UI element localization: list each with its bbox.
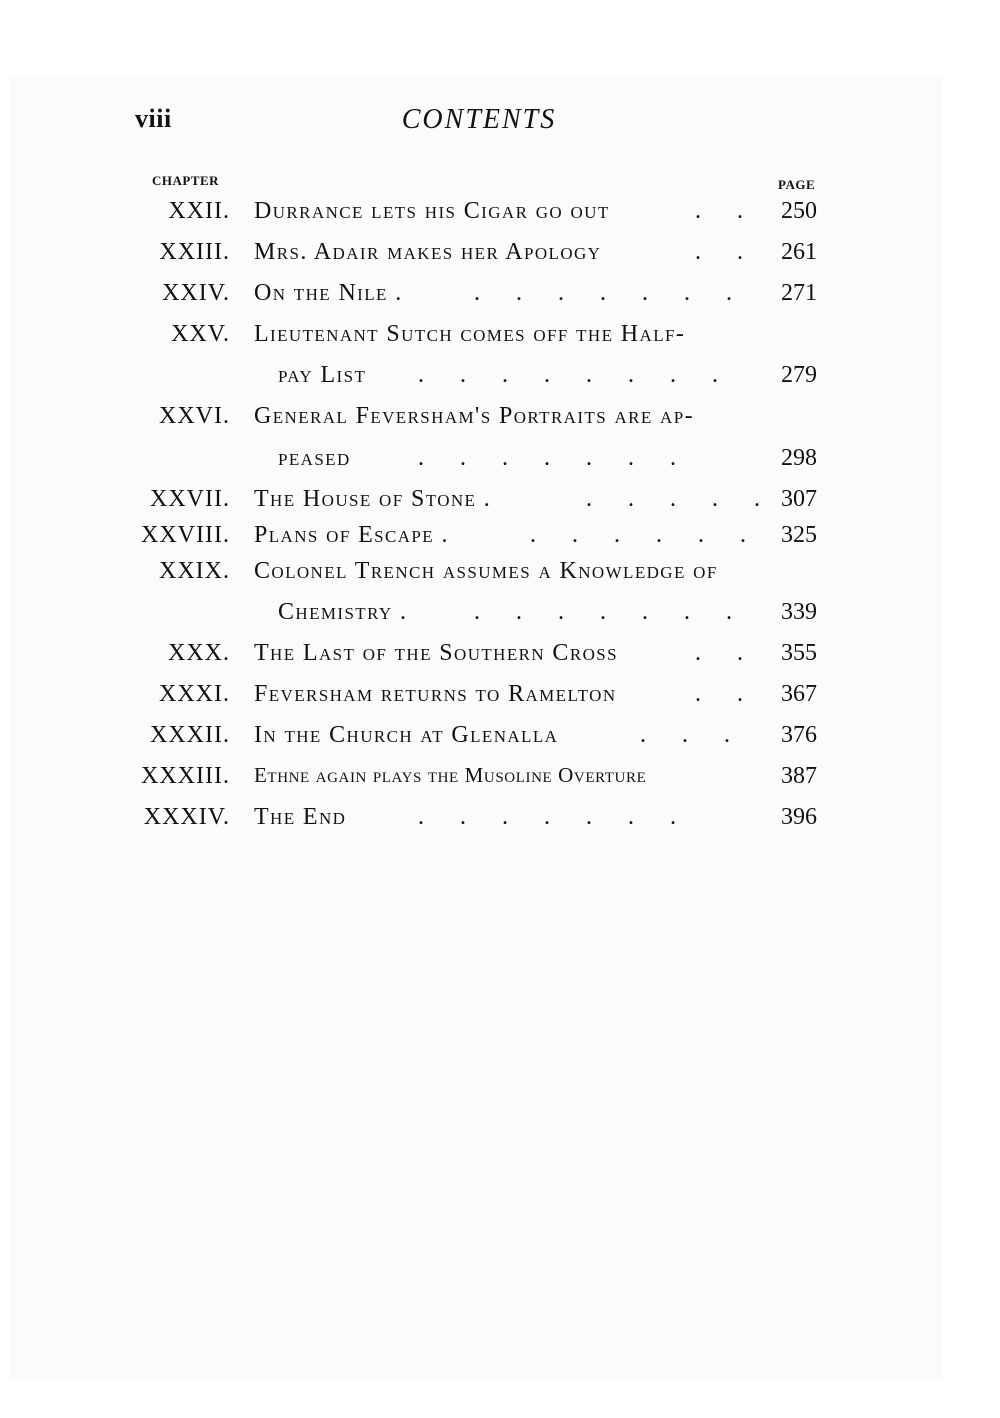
toc-entry (0, 640, 1000, 676)
toc-entry-continuation (0, 599, 1000, 635)
chapter-title-continued: Chemistry . (278, 599, 408, 625)
chapter-title: On the Nile . (254, 280, 403, 306)
toc-entry (0, 558, 1000, 594)
chapter-title: Lieutenant Sutch comes off the Half- (254, 321, 686, 347)
toc-entry (0, 486, 1000, 522)
chapter-title: The Last of the Southern Cross (254, 640, 618, 666)
page-ref: 376 (781, 722, 817, 748)
chapter-title: Mrs. Adair makes her Apology (254, 239, 602, 265)
toc-entry (0, 804, 1000, 840)
toc-entry (0, 763, 1000, 799)
toc-entry (0, 722, 1000, 758)
page-number: viii (135, 104, 172, 133)
toc-entry (0, 522, 1000, 558)
toc-entry (0, 321, 1000, 357)
chapter-title: In the Church at Glenalla (254, 722, 559, 748)
page-ref: 298 (781, 445, 817, 471)
chapter-number: XXIII. (159, 239, 230, 265)
toc-entry-continuation (0, 445, 1000, 481)
chapter-number: XXIX. (159, 558, 230, 584)
dot-leader: . . . . . . . (474, 280, 732, 306)
dot-leader: . . . . . . . (418, 445, 676, 471)
chapter-number: XXVII. (150, 486, 230, 512)
dot-leader: . . . . . . . (474, 599, 732, 625)
page-ref: 307 (781, 486, 817, 512)
dot-leader: . . . . . . . . (418, 362, 718, 388)
chapter-title: Plans of Escape . (254, 522, 449, 548)
chapter-title: Ethne again plays the Musoline Overture (254, 763, 647, 787)
chapter-number: XXXIII. (141, 763, 230, 789)
dot-leader: . . . . . (586, 486, 760, 512)
chapter-title: Durrance lets his Cigar go out (254, 198, 610, 224)
page-ref: 339 (781, 599, 817, 625)
page-ref: 387 (781, 763, 817, 789)
chapter-column-label: CHAPTER (152, 173, 220, 188)
chapter-title: The End (254, 804, 347, 830)
page-title: CONTENTS (401, 104, 557, 135)
toc-entry (0, 403, 1000, 439)
chapter-title: Colonel Trench assumes a Knowledge of (254, 558, 718, 584)
chapter-number: XXVI. (159, 403, 230, 429)
chapter-number: XXXII. (150, 722, 230, 748)
dot-leader: . . (695, 681, 743, 707)
page-ref: 325 (781, 522, 817, 548)
page-ref: 279 (781, 362, 817, 388)
toc-entry (0, 198, 1000, 234)
dot-leader: . . (695, 239, 743, 265)
chapter-title: General Feversham's Portraits are ap- (254, 403, 694, 429)
page-ref: 355 (781, 640, 817, 666)
chapter-number: XXVIII. (141, 522, 230, 548)
page-ref: 271 (781, 280, 817, 306)
chapter-number: XXXI. (159, 681, 230, 707)
dot-leader: . . (695, 640, 743, 666)
chapter-number: XXII. (168, 198, 230, 224)
toc-entry (0, 681, 1000, 717)
page-ref: 261 (781, 239, 817, 265)
dot-leader: . . (695, 198, 743, 224)
page-ref: 250 (781, 198, 817, 224)
page-ref: 367 (781, 681, 817, 707)
dot-leader: . . . . . . (530, 522, 746, 548)
dot-leader: . . . . . . . (418, 804, 676, 830)
chapter-number: XXX. (168, 640, 230, 666)
chapter-number: XXXIV. (143, 804, 230, 830)
chapter-title-continued: pay List (278, 362, 367, 388)
chapter-number: XXV. (171, 321, 230, 347)
toc-entry-continuation (0, 362, 1000, 398)
page-ref: 396 (781, 804, 817, 830)
chapter-title-continued: peased (278, 445, 351, 471)
page-column-label: PAGE (778, 177, 816, 192)
dot-leader: . . . (640, 722, 730, 748)
chapter-title: Feversham returns to Ramelton (254, 681, 617, 707)
toc-entry (0, 280, 1000, 316)
toc-entry (0, 239, 1000, 275)
chapter-title: The House of Stone . (254, 486, 492, 512)
chapter-number: XXIV. (162, 280, 230, 306)
